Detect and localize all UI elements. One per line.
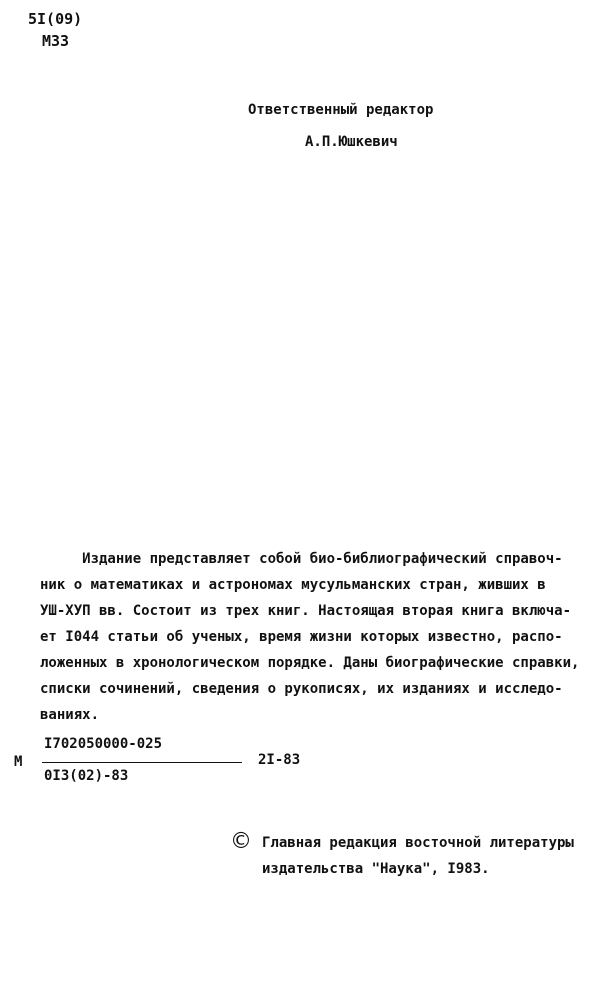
copyright-year: издательства "Наука", I983. — [262, 861, 490, 877]
fraction-bar — [42, 762, 242, 763]
code-denominator: 0I3(02)-83 — [44, 768, 129, 784]
code-numerator: I702050000-025 — [44, 736, 163, 752]
abstract-line: Издание представляет собой био-библиографический справоч- — [40, 551, 563, 567]
copyright-icon: © — [230, 829, 252, 854]
editor-role: Ответственный редактор — [248, 102, 434, 118]
abstract-line: ваниях. — [40, 707, 100, 723]
abstract-line: ник о математиках и астрономах мусульманских стран, живших в — [40, 577, 546, 593]
abstract-line: УШ-ХУП вв. Состоит из трех книг. Настоящая вторая книга включа- — [40, 603, 572, 619]
abstract-line: ет I044 статьи об ученых, время жизни которых известно, распо- — [40, 629, 563, 645]
author-mark: М33 — [42, 32, 70, 50]
udc-classification — [28, 8, 82, 52]
abstract-line: ложенных в хронологическом порядке. Даны биографические справки, — [40, 655, 580, 671]
code-letter: М — [14, 754, 23, 770]
copyright-publisher: Главная редакция восточной литературы — [262, 835, 574, 851]
udc-code: 5I(09) — [28, 10, 83, 28]
editor-name: А.П.Юшкевич — [305, 134, 398, 150]
copyright-block — [230, 830, 574, 882]
abstract-paragraph — [40, 546, 610, 728]
plan-code: 2I-83 — [258, 752, 301, 768]
abstract-line: списки сочинений, сведения о рукописях, их изданиях и исследо- — [40, 681, 563, 697]
publication-code — [14, 736, 334, 796]
